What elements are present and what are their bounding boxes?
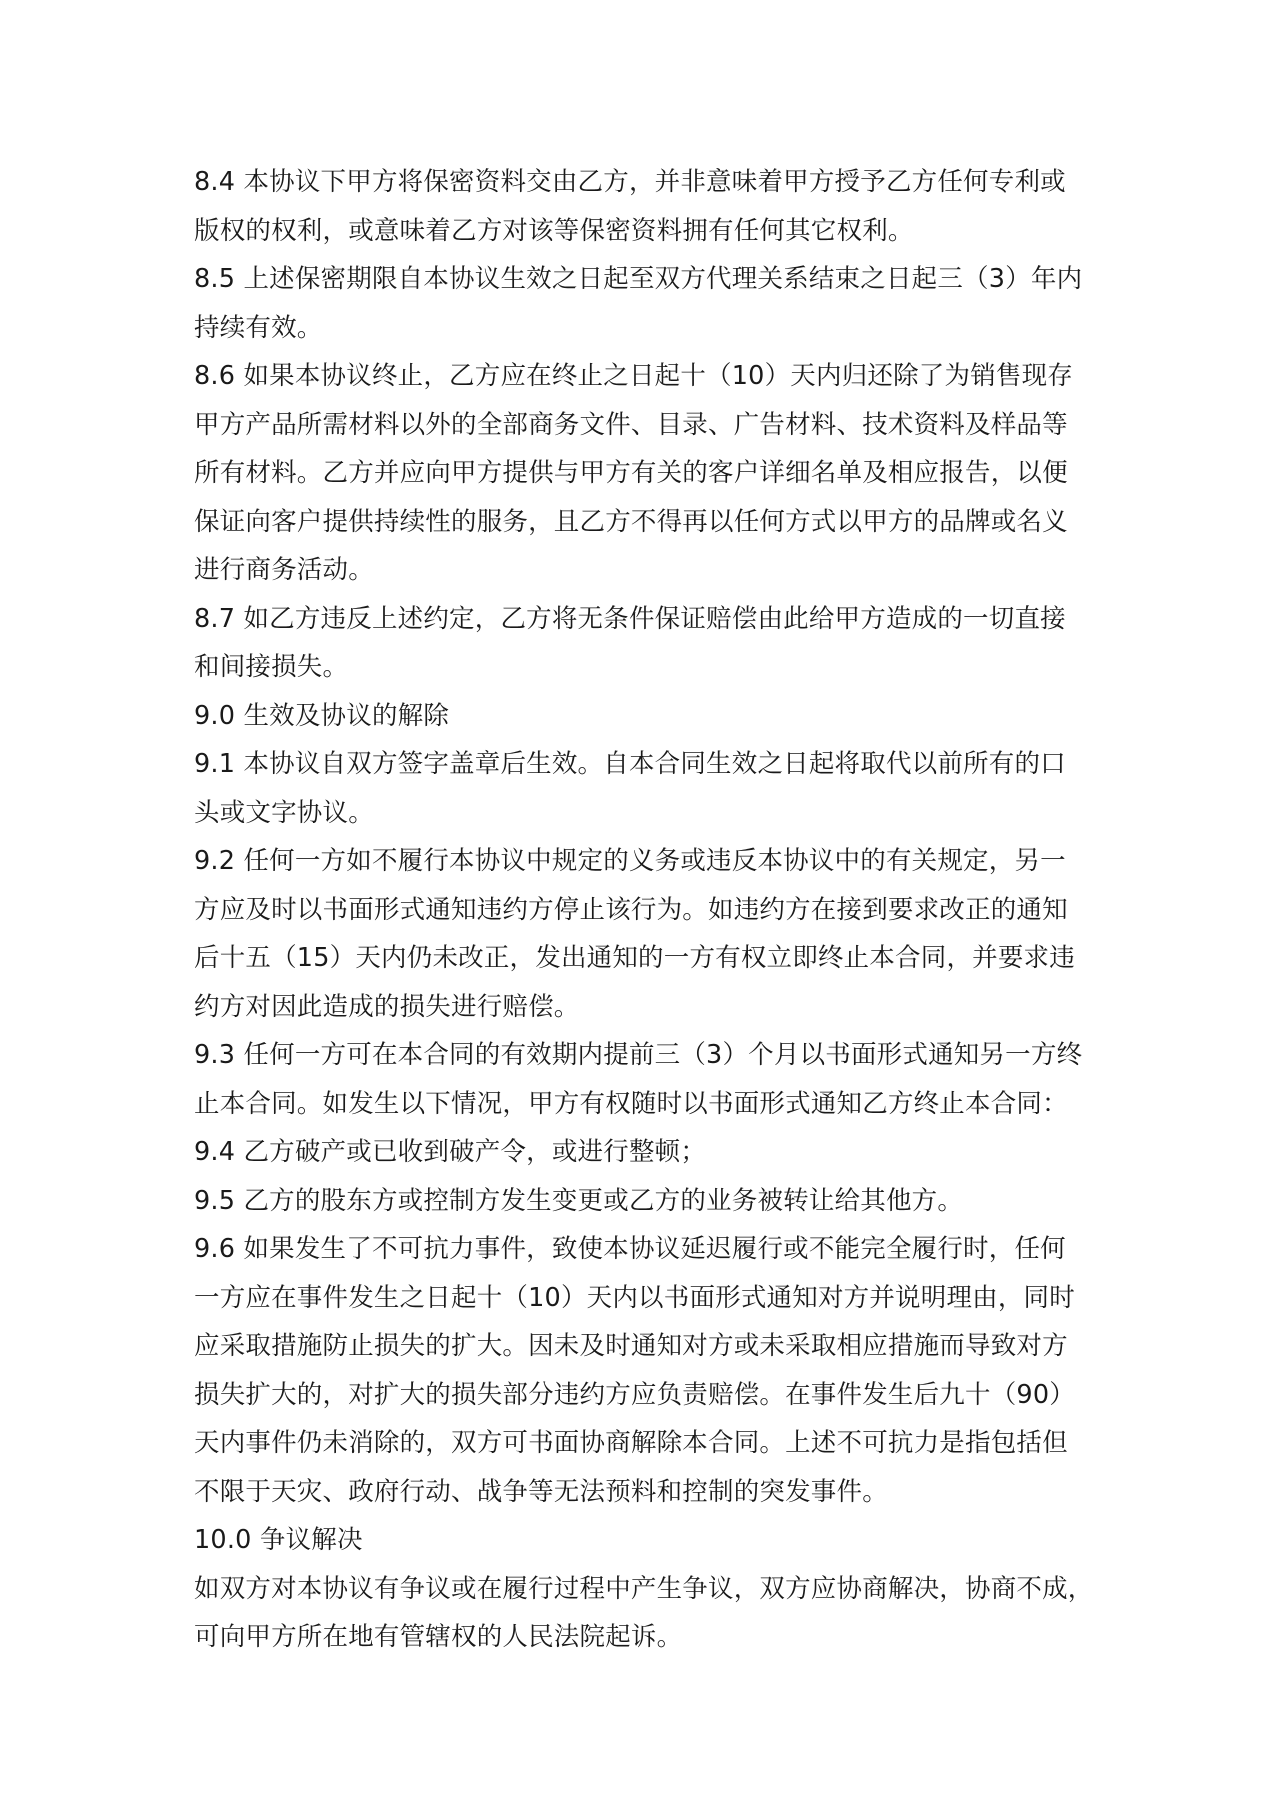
text-line: 8.5 上述保密期限自本协议生效之日起至双方代理关系结束之日起三（3）年内 — [194, 264, 1083, 294]
text-line: 9.3 任何一方可在本合同的有效期内提前三（3）个月以书面形式通知另一方终 — [194, 1040, 1083, 1070]
text-line: 天内事件仍未消除的，双方可书面协商解除本合同。上述不可抗力是指包括但 — [194, 1428, 1068, 1458]
text-line: 头或文字协议。 — [194, 797, 374, 828]
text-line: 所有材料。乙方并应向甲方提供与甲方有关的客户详细名单及相应报告，以便 — [194, 458, 1068, 488]
text-line: 8.7 如乙方违反上述约定，乙方将无条件保证赔偿由此给甲方造成的一切直接 — [194, 603, 1066, 634]
text-line: 8.4 本协议下甲方将保密资料交由乙方，并非意味着甲方授予乙方任何专利或 — [194, 167, 1066, 197]
text-line: 9.4 乙方破产或已收到破产令，或进行整顿； — [194, 1137, 707, 1167]
text-line: 9.2 任何一方如不履行本协议中规定的义务或违反本协议中的有关规定，另一 — [194, 846, 1066, 876]
text-line: 版权的权利，或意味着乙方对该等保密资料拥有任何其它权利。 — [194, 215, 914, 246]
document-body — [194, 158, 1114, 1662]
text-line: 应采取措施防止损失的扩大。因未及时通知对方或未采取相应措施而导致对方 — [194, 1331, 1068, 1361]
text-line: 9.6 如果发生了不可抗力事件，致使本协议延迟履行或不能完全履行时，任何 — [194, 1234, 1066, 1264]
text-line: 持续有效。 — [194, 312, 323, 343]
text-line: 甲方产品所需材料以外的全部商务文件、目录、广告材料、技术资料及样品等 — [194, 409, 1068, 440]
text-line: 和间接损失。 — [194, 652, 349, 682]
text-line: 约方对因此造成的损失进行赔偿。 — [194, 991, 580, 1022]
text-line: 可向甲方所在地有管辖权的人民法院起诉。 — [194, 1622, 683, 1652]
text-line: 不限于天灾、政府行动、战争等无法预料和控制的突发事件。 — [194, 1476, 888, 1507]
text-line: 9.1 本协议自双方签字盖章后生效。自本合同生效之日起将取代以前所有的口 — [194, 749, 1066, 779]
section-heading: 10.0 争议解决 — [194, 1525, 363, 1555]
text-line: 止本合同。如发生以下情况，甲方有权随时以书面形式通知乙方终止本合同： — [194, 1088, 1068, 1119]
text-line: 如双方对本协议有争议或在履行过程中产生争议，双方应协商解决，协商不成， — [194, 1573, 1094, 1604]
text-line: 保证向客户提供持续性的服务，且乙方不得再以任何方式以甲方的品牌或名义 — [194, 506, 1068, 537]
text-line: 一方应在事件发生之日起十（10）天内以书面形式通知对方并说明理由，同时 — [194, 1282, 1075, 1313]
text-line: 8.6 如果本协议终止，乙方应在终止之日起十（10）天内归还除了为销售现存 — [194, 361, 1074, 391]
text-line: 后十五（15）天内仍未改正，发出通知的一方有权立即终止本合同，并要求违 — [194, 943, 1075, 973]
section-heading: 9.0 生效及协议的解除 — [194, 700, 450, 731]
text-line: 9.5 乙方的股东方或控制方发生变更或乙方的业务被转让给其他方。 — [194, 1185, 964, 1216]
text-line: 损失扩大的，对扩大的损失部分违约方应负责赔偿。在事件发生后九十（90） — [194, 1379, 1075, 1410]
text-line: 方应及时以书面形式通知违约方停止该行为。如违约方在接到要求改正的通知 — [194, 894, 1068, 925]
text-line: 进行商务活动。 — [194, 555, 374, 585]
